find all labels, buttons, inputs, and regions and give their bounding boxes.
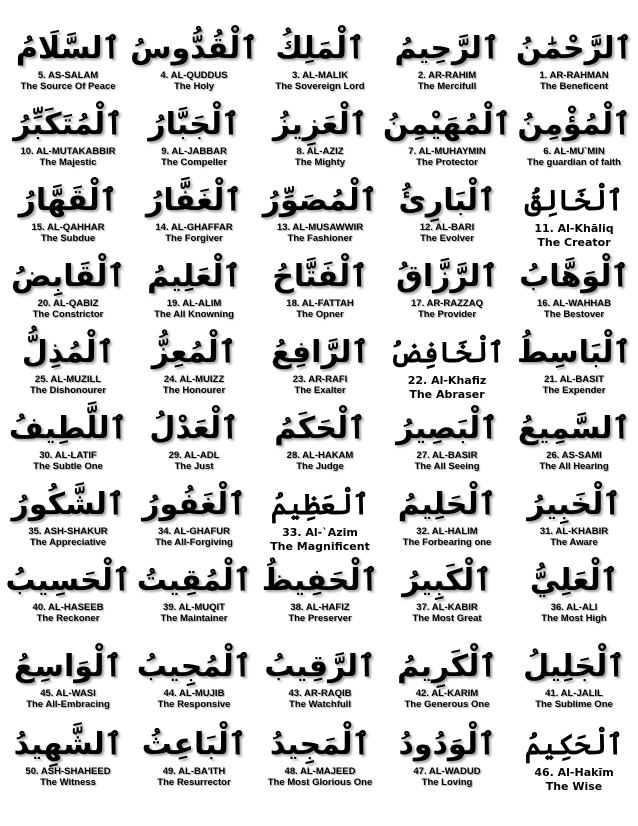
meaning: The Exalter	[294, 385, 346, 396]
meaning: The Watchfull	[289, 699, 351, 710]
arabic-name: ٱلْمُجِيبُ	[136, 649, 252, 684]
arabic-name: ٱللَّطِيفُ	[8, 411, 128, 446]
transliteration: 3. AL-MALIK	[291, 70, 349, 81]
transliteration: 46. Al-Hakīm	[534, 766, 614, 779]
transliteration: 44. AL-MUJIB	[163, 688, 225, 699]
meaning: The Reckoner	[36, 613, 100, 624]
name-card	[130, 256, 258, 320]
meaning: The All-Forgiving	[155, 537, 233, 548]
transliteration: 47. AL-WADUD	[413, 766, 481, 777]
transliteration: 29. AL-ADL	[168, 450, 220, 461]
arabic-name: ٱلسَّلَامُ	[15, 31, 121, 66]
meaning: The Responsive	[157, 699, 231, 710]
name-card	[510, 408, 638, 472]
arabic-name: ٱلْكَبِيرُ	[402, 563, 492, 598]
name-card	[510, 104, 638, 168]
arabic-name: ٱلسَّمِيعُ	[517, 411, 631, 446]
name-card	[256, 256, 384, 320]
transliteration: 28. AL-HAKAM	[286, 450, 354, 461]
meaning: The Preserver	[288, 613, 352, 624]
meaning: The Dishonourer	[29, 385, 106, 396]
arabic-name: ٱلْقَابِضُ	[11, 259, 125, 294]
arabic-name: ٱلْكَرِيمُ	[397, 649, 497, 684]
name-card	[383, 180, 511, 244]
name-card	[510, 484, 638, 548]
transliteration: 49. AL-BA'ITH	[162, 766, 226, 777]
transliteration: 5. AS-SALAM	[37, 70, 99, 81]
transliteration: 21. AL-BASIT	[544, 374, 604, 385]
meaning: The Subdue	[40, 233, 96, 244]
name-card	[130, 180, 258, 244]
transliteration: 50. ASH-SHAHEED	[25, 766, 111, 777]
transliteration: 26. AS-SAMI	[546, 450, 602, 461]
meaning: The Sublime One	[535, 699, 613, 710]
arabic-name: ٱلرَّحْمَٰنُ	[515, 31, 633, 66]
name-card	[256, 408, 384, 472]
meaning: The Holy	[173, 81, 215, 92]
arabic-name: ٱلشَّكُورُ	[11, 487, 125, 522]
transliteration: 42. AL-KARIM	[415, 688, 479, 699]
meaning: The Bestover	[543, 309, 605, 320]
meaning: The Fashioner	[287, 233, 353, 244]
meaning: The Abraser	[409, 388, 485, 401]
name-card	[256, 180, 384, 244]
name-card	[510, 724, 638, 794]
transliteration: 9. AL-JABBAR	[161, 146, 227, 157]
meaning: The All Hearing	[539, 461, 609, 472]
arabic-name: ٱلْحَلِيمُ	[397, 487, 497, 522]
arabic-name: ٱلْجَلِيلُ	[523, 649, 625, 684]
transliteration: 22. Al-Khafiz	[407, 374, 487, 387]
name-card	[256, 724, 384, 788]
transliteration: 32. AL-HALIM	[416, 526, 478, 537]
arabic-name: ٱلْحَكِيمُ	[524, 728, 624, 761]
arabic-name: ٱلْجَبَّارُ	[148, 107, 240, 142]
transliteration: 33. Al-`Azim	[282, 526, 358, 539]
name-card	[130, 408, 258, 472]
meaning: The Compeller	[161, 157, 227, 168]
name-card	[256, 484, 384, 554]
transliteration: 10. AL-MUTAKABBIR	[20, 146, 116, 157]
meaning: The Loving	[421, 777, 473, 788]
arabic-name: ٱلْمَجِيدُ	[269, 727, 371, 762]
name-card	[130, 484, 258, 548]
transliteration: 35. ASH-SHAKUR	[28, 526, 108, 537]
name-card	[4, 332, 132, 396]
name-card	[4, 646, 132, 710]
name-card	[4, 408, 132, 472]
meaning: The Appreciative	[29, 537, 107, 548]
name-card	[256, 560, 384, 624]
transliteration: 16. AL-WAHHAB	[536, 298, 612, 309]
name-card	[510, 332, 638, 396]
arabic-name: ٱلْحَسِيبُ	[5, 563, 131, 598]
meaning: The Provider	[417, 309, 477, 320]
transliteration: 6. AL-MU`MIN	[543, 146, 605, 157]
transliteration: 37. AL-KABIR	[416, 602, 478, 613]
name-card	[130, 28, 258, 92]
arabic-name: ٱلْعَظِيمُ	[270, 488, 370, 521]
name-card	[383, 332, 511, 402]
arabic-name: ٱلْبَارِئُ	[398, 183, 496, 218]
transliteration: 31. AL-KHABIR	[539, 526, 609, 537]
meaning: The Honourer	[162, 385, 226, 396]
meaning: The Most Great	[412, 613, 482, 624]
meaning: The Most High	[541, 613, 607, 624]
meaning: The Majestic	[39, 157, 97, 168]
meaning: The Mercifull	[417, 81, 477, 92]
name-card	[510, 28, 638, 92]
name-card	[510, 560, 638, 624]
transliteration: 27. AL-BASIR	[416, 450, 478, 461]
arabic-name: ٱلْوَاسِعُ	[14, 649, 122, 684]
meaning: The Resurrector	[157, 777, 231, 788]
transliteration: 2. AR-RAHIM	[417, 70, 477, 81]
transliteration: 45. AL-WASI	[40, 688, 96, 699]
arabic-name: ٱلْمُؤْمِنُ	[517, 107, 631, 142]
transliteration: 19. AL-ALIM	[166, 298, 222, 309]
name-card	[256, 646, 384, 710]
arabic-name: ٱلْحَكَمُ	[274, 411, 366, 446]
name-card	[383, 484, 511, 548]
meaning: The Opner	[296, 309, 344, 320]
name-card	[130, 104, 258, 168]
arabic-name: ٱلْوَهَّابُ	[519, 259, 629, 294]
arabic-name: ٱلْخَالِقُ	[524, 184, 624, 217]
transliteration: 24. AL-MUIZZ	[163, 374, 225, 385]
name-card	[510, 256, 638, 320]
transliteration: 13. AL-MUSAWWIR	[276, 222, 364, 233]
arabic-name: ٱلْمُتَكَبِّرُ	[13, 107, 123, 142]
meaning: The Generous One	[404, 699, 490, 710]
name-card	[510, 646, 638, 710]
meaning: The Forgiver	[165, 233, 223, 244]
arabic-name: ٱلرَّحِيمُ	[394, 31, 500, 66]
meaning: The Magnificent	[270, 540, 370, 553]
transliteration: 18. AL-FATTAH	[286, 298, 354, 309]
arabic-name: ٱلرَّزَّاقُ	[396, 259, 498, 294]
arabic-name: ٱلشَّهِيدُ	[13, 727, 123, 762]
name-card	[383, 724, 511, 788]
transliteration: 1. AR-RAHMAN	[539, 70, 609, 81]
arabic-name: ٱلْمُصَوِّرُ	[262, 183, 378, 218]
name-card	[4, 724, 132, 788]
arabic-name: ٱلْبَاسِطُ	[517, 335, 631, 370]
arabic-name: ٱلْخَبِيرُ	[527, 487, 621, 522]
transliteration: 23. AR-RAFI	[292, 374, 348, 385]
arabic-name: ٱلْمَلِكُ	[275, 31, 365, 66]
name-card	[383, 646, 511, 710]
name-card	[4, 180, 132, 244]
arabic-name: ٱلْفَتَّاحُ	[272, 259, 368, 294]
meaning: The All Knowning	[154, 309, 234, 320]
arabic-name: ٱلْمُعِزُّ	[151, 335, 237, 370]
arabic-name: ٱلْغَفُورُ	[142, 487, 246, 522]
arabic-name: ٱلْعَزِيزُ	[272, 107, 368, 142]
meaning: The Constrictor	[32, 309, 104, 320]
arabic-name: ٱلْقُدُّوسُ	[130, 31, 258, 66]
transliteration: 7. AL-MUHAYMIN	[408, 146, 486, 157]
name-card	[130, 560, 258, 624]
name-card	[510, 180, 638, 250]
meaning: The Evolver	[420, 233, 474, 244]
name-card	[383, 28, 511, 92]
arabic-name: ٱلْمُقِيتُ	[136, 563, 252, 598]
name-card	[4, 560, 132, 624]
name-card	[256, 28, 384, 92]
name-card	[383, 104, 511, 168]
meaning: The Source Of Peace	[20, 81, 116, 92]
meaning: The Sovereign Lord	[275, 81, 365, 92]
transliteration: 34. AL-GHAFUR	[158, 526, 230, 537]
arabic-name: ٱلْخَافِضُ	[389, 336, 505, 369]
transliteration: 12. AL-BARI	[419, 222, 475, 233]
transliteration: 4. AL-QUDDUS	[160, 70, 228, 81]
arabic-name: ٱلرَّقِيبُ	[264, 649, 376, 684]
meaning: The Beneficent	[539, 81, 609, 92]
name-card	[130, 646, 258, 710]
transliteration: 43. AR-RAQIB	[288, 688, 352, 699]
meaning: The Maintainer	[160, 613, 228, 624]
transliteration: 15. AL-QAHHAR	[31, 222, 105, 233]
meaning: The Creator	[537, 236, 611, 249]
transliteration: 48. AL-MAJEED	[284, 766, 356, 777]
transliteration: 38. AL-HAFIZ	[290, 602, 350, 613]
arabic-name: ٱلْمُذِلُّ	[21, 335, 115, 370]
meaning: The Mighty	[294, 157, 346, 168]
name-card	[383, 256, 511, 320]
meaning: The Wise	[545, 780, 603, 793]
arabic-name: ٱلْبَصِيرُ	[396, 411, 498, 446]
name-card	[130, 724, 258, 788]
meaning: The Just	[174, 461, 214, 472]
meaning: The Expender	[542, 385, 606, 396]
meaning: The All-Embracing	[26, 699, 110, 710]
transliteration: 39. AL-MUQIT	[163, 602, 225, 613]
transliteration: 40. AL-HASEEB	[32, 602, 104, 613]
transliteration: 11. Al-Khāliq	[534, 222, 614, 235]
arabic-name: ٱلْقَهَّارُ	[18, 183, 118, 218]
meaning: The Witness	[40, 777, 96, 788]
transliteration: 36. AL-ALI	[550, 602, 598, 613]
meaning: The Subtle One	[33, 461, 103, 472]
arabic-name: ٱلْعَلِيمُ	[147, 259, 241, 294]
transliteration: 25. AL-MUZILL	[34, 374, 102, 385]
name-card	[256, 104, 384, 168]
transliteration: 17. AR-RAZZAQ	[411, 298, 483, 309]
arabic-name: ٱلرَّافِعُ	[271, 335, 369, 370]
meaning: The Most Glorious One	[267, 777, 373, 788]
meaning: The Forbearing one	[402, 537, 492, 548]
arabic-name: ٱلْعَدْلُ	[149, 411, 239, 446]
arabic-name: ٱلْغَفَّارُ	[146, 183, 242, 218]
transliteration: 20. AL-QABIZ	[37, 298, 99, 309]
meaning: The Judge	[296, 461, 344, 472]
transliteration: 30. AL-LATIF	[39, 450, 97, 461]
name-card	[256, 332, 384, 396]
arabic-name: ٱلْوَدُودُ	[398, 727, 496, 762]
meaning: The Aware	[550, 537, 598, 548]
name-card	[4, 104, 132, 168]
name-card	[383, 560, 511, 624]
name-card	[383, 408, 511, 472]
arabic-name: ٱلْبَاعِثُ	[141, 727, 247, 762]
name-card	[4, 28, 132, 92]
name-card	[130, 332, 258, 396]
meaning: The All Seeing	[414, 461, 480, 472]
transliteration: 8. AL-AZIZ	[296, 146, 344, 157]
name-card	[4, 256, 132, 320]
transliteration: 14. AL-GHAFFAR	[155, 222, 233, 233]
arabic-name: ٱلْحَفِيظُ	[261, 563, 379, 598]
name-card	[4, 484, 132, 548]
meaning: The Protector	[416, 157, 478, 168]
arabic-name: ٱلْعَلِيُّ	[529, 563, 619, 598]
transliteration: 41. AL-JALIL	[545, 688, 603, 699]
meaning: The guardian of faith	[527, 157, 621, 168]
arabic-name: ٱلْمُهَيْمِنُ	[382, 107, 511, 142]
